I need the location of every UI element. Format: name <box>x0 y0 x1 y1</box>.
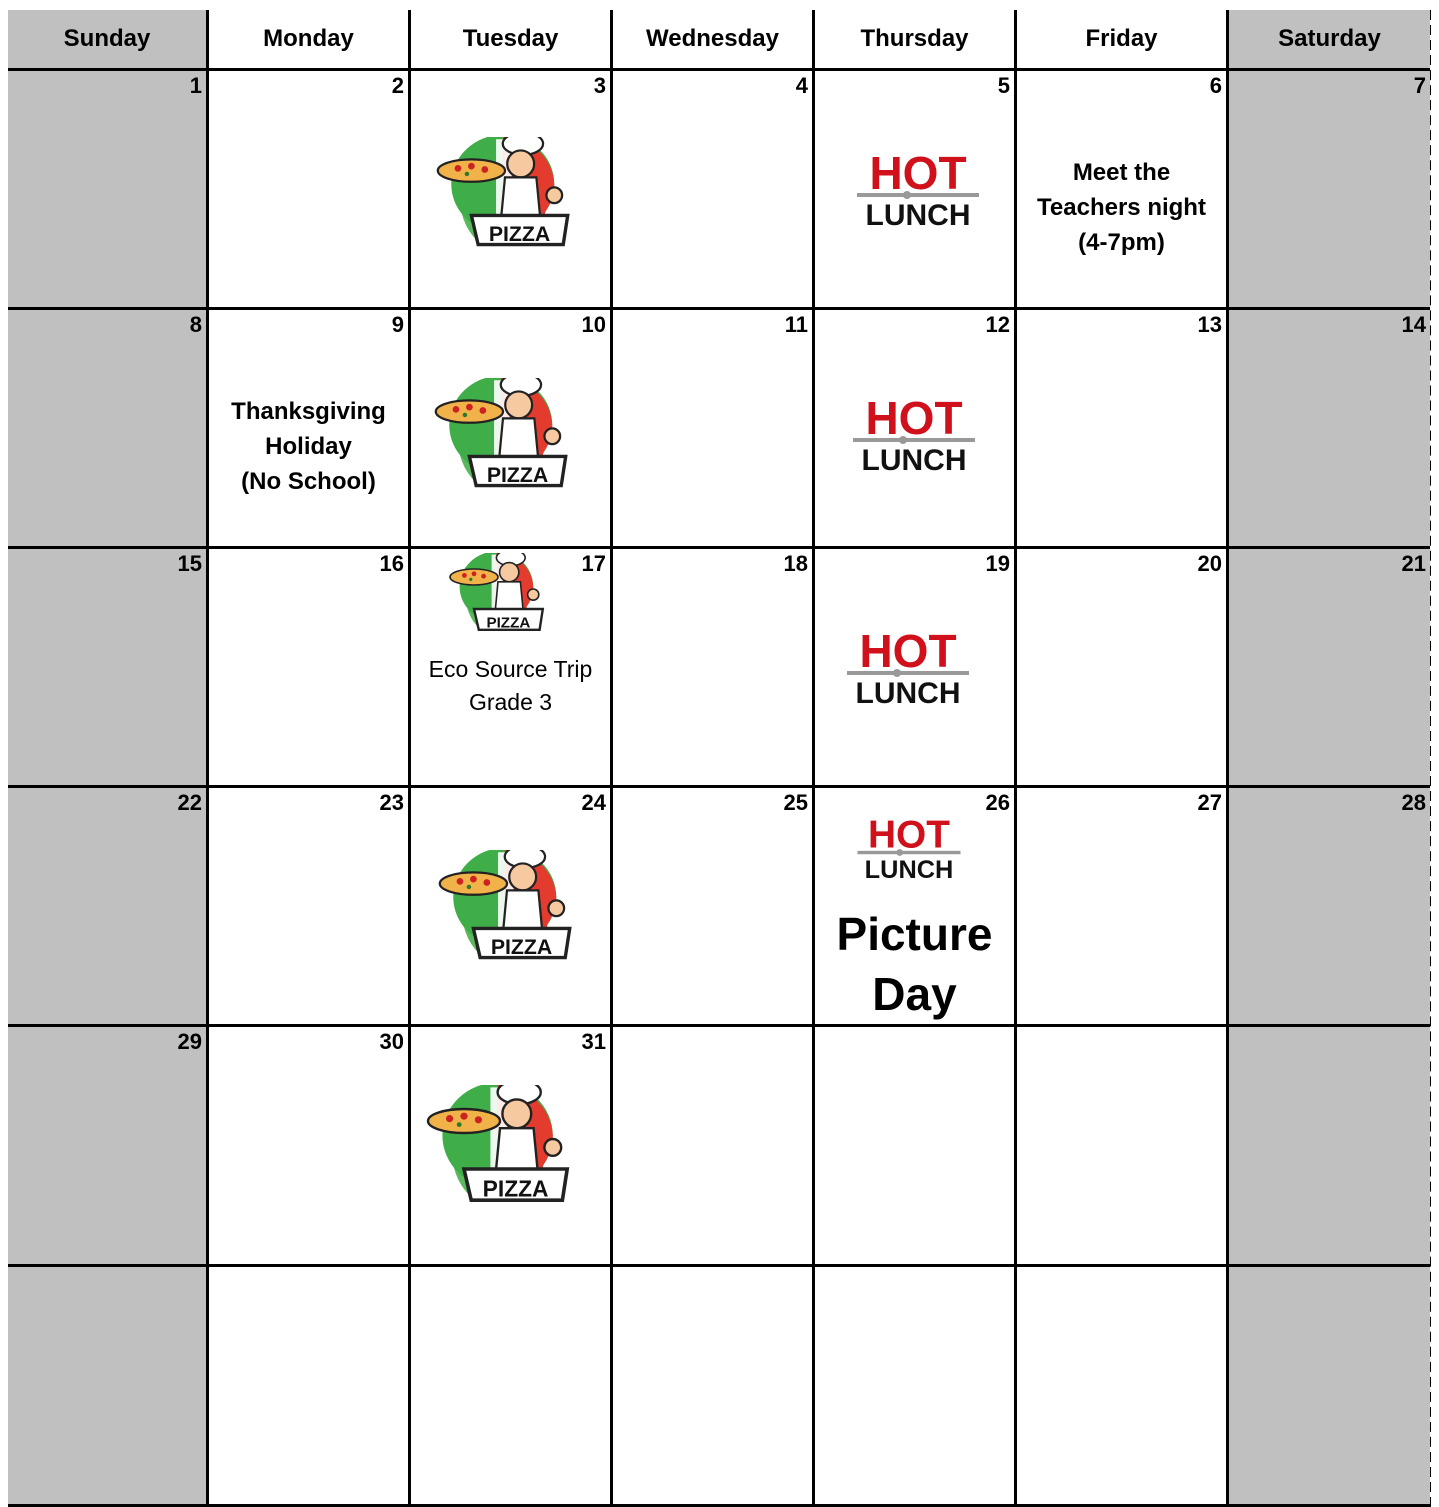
date-number: 26 <box>985 790 1010 815</box>
svg-text:HOT: HOT <box>865 392 963 444</box>
date-number: 14 <box>1401 312 1426 337</box>
day-header-saturday: Saturday <box>1229 10 1430 71</box>
day-cell <box>613 1027 815 1267</box>
day-header-monday: Monday <box>209 10 411 71</box>
day-cell <box>411 549 613 788</box>
day-cell <box>1229 310 1430 549</box>
date-number: 27 <box>1197 790 1222 815</box>
day-cell <box>1229 549 1430 788</box>
day-cell <box>1017 310 1229 549</box>
date-number: 18 <box>783 551 808 576</box>
day-cell <box>815 549 1017 788</box>
hot-lunch-logo-icon <box>849 392 979 482</box>
event-meet-the-teachers: Meet the Teachers night (4-7pm) <box>1037 159 1206 256</box>
day-cell <box>1229 1027 1430 1267</box>
date-number: 23 <box>379 790 404 815</box>
day-cell <box>815 1027 1017 1267</box>
day-cell <box>209 788 411 1027</box>
date-number: 28 <box>1401 790 1426 815</box>
day-header-tuesday: Tuesday <box>411 10 613 71</box>
day-cell <box>1017 788 1229 1027</box>
day-cell <box>209 1267 411 1507</box>
day-cell <box>8 71 209 310</box>
day-cell <box>613 788 815 1027</box>
svg-text:HOT: HOT <box>869 147 967 199</box>
day-cell <box>815 1267 1017 1507</box>
day-cell <box>8 788 209 1027</box>
day-cell <box>209 549 411 788</box>
date-number: 25 <box>783 790 808 815</box>
svg-text:PIZZA: PIZZA <box>486 463 549 488</box>
svg-text:HOT: HOT <box>868 813 950 857</box>
pizza-logo-icon <box>435 137 575 249</box>
svg-text:PIZZA: PIZZA <box>490 935 553 960</box>
date-number: 15 <box>177 551 202 576</box>
day-cell <box>209 310 411 549</box>
date-number: 30 <box>379 1029 404 1054</box>
day-cell <box>1229 788 1430 1027</box>
day-cell <box>8 310 209 549</box>
date-number: 12 <box>985 312 1010 337</box>
day-cell <box>613 1267 815 1507</box>
day-cell <box>411 1267 613 1507</box>
date-number: 8 <box>189 312 202 337</box>
svg-text:LUNCH: LUNCH <box>864 855 954 884</box>
svg-text:LUNCH: LUNCH <box>861 444 967 477</box>
date-number: 7 <box>1413 73 1426 98</box>
hot-lunch-logo-icon <box>853 147 983 237</box>
svg-text:HOT: HOT <box>859 625 957 677</box>
pizza-logo-icon <box>433 378 573 490</box>
day-cell <box>411 788 613 1027</box>
pizza-logo-icon <box>443 553 553 633</box>
day-cell <box>1017 1267 1229 1507</box>
hot-lunch-logo-icon <box>849 812 969 888</box>
svg-text:PIZZA: PIZZA <box>482 1175 549 1202</box>
day-cell <box>613 549 815 788</box>
date-number: 2 <box>391 73 404 98</box>
day-header-wednesday: Wednesday <box>613 10 815 71</box>
day-header-sunday: Sunday <box>8 10 209 71</box>
date-number: 20 <box>1197 551 1222 576</box>
event-picture-day: Picture Day <box>836 908 993 1020</box>
day-cell <box>1017 1027 1229 1267</box>
date-number: 31 <box>581 1029 606 1054</box>
date-number: 21 <box>1401 551 1426 576</box>
day-cell <box>1017 71 1229 310</box>
day-cell <box>613 310 815 549</box>
day-cell <box>209 1027 411 1267</box>
day-cell <box>815 310 1017 549</box>
date-number: 13 <box>1197 312 1222 337</box>
date-number: 10 <box>581 312 606 337</box>
date-number: 9 <box>391 312 404 337</box>
day-header-friday: Friday <box>1017 10 1229 71</box>
date-number: 19 <box>985 551 1010 576</box>
day-cell <box>209 71 411 310</box>
date-number: 4 <box>795 73 808 98</box>
svg-text:LUNCH: LUNCH <box>865 199 971 232</box>
day-cell <box>1229 71 1430 310</box>
day-cell <box>8 1027 209 1267</box>
date-number: 22 <box>177 790 202 815</box>
date-number: 1 <box>189 73 202 98</box>
date-number: 6 <box>1209 73 1222 98</box>
date-number: 16 <box>379 551 404 576</box>
event-eco-source-trip: Eco Source Trip Grade 3 <box>428 656 593 715</box>
day-cell <box>815 71 1017 310</box>
date-number: 3 <box>593 73 606 98</box>
day-cell <box>1229 1267 1430 1507</box>
day-cell <box>815 788 1017 1027</box>
pizza-logo-icon <box>425 1085 575 1205</box>
date-number: 5 <box>997 73 1010 98</box>
day-cell <box>411 1027 613 1267</box>
svg-text:PIZZA: PIZZA <box>488 222 551 247</box>
pizza-logo-icon <box>437 850 577 962</box>
day-cell <box>1017 549 1229 788</box>
event-thanksgiving: Thanksgiving Holiday (No School) <box>231 398 386 495</box>
svg-text:PIZZA: PIZZA <box>486 614 531 632</box>
calendar-grid <box>8 10 1431 1507</box>
day-cell <box>411 71 613 310</box>
hot-lunch-logo-icon <box>843 625 973 715</box>
day-header-thursday: Thursday <box>815 10 1017 71</box>
day-cell <box>8 1267 209 1507</box>
svg-text:LUNCH: LUNCH <box>855 677 961 710</box>
day-cell <box>613 71 815 310</box>
day-cell <box>8 549 209 788</box>
day-cell <box>411 310 613 549</box>
date-number: 29 <box>177 1029 202 1054</box>
date-number: 17 <box>581 551 606 576</box>
date-number: 24 <box>581 790 606 815</box>
date-number: 11 <box>784 312 808 337</box>
